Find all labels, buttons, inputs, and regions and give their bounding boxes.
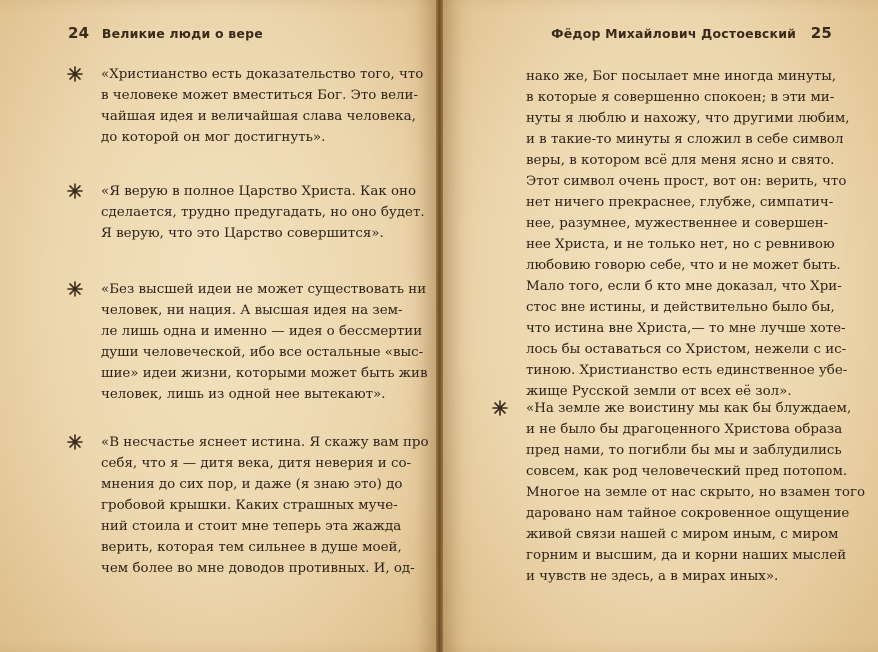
left-page-number: 24 [68,24,90,42]
asterisk-ornament-icon [492,400,508,416]
asterisk-ornament-icon [67,434,83,450]
quote-paragraph: «На земле же воистину мы как бы блуждаем, и не было бы драгоценного Христова образа пред нами, то погибли бы мы и заблудились совсем, как род человеческий пред потопом. Многое на земле от нас скрыто, но взамен того даровано нам тайное сокровенное ощущение живой связи нашей с миром иным, с миром горним и высшим, да и корни наших мыслей и чувств не здесь, а в мирах иных». [526,401,866,584]
book-gutter [436,0,443,652]
asterisk-ornament-icon [67,66,83,82]
right-page [443,0,878,652]
asterisk-ornament-icon [67,281,83,297]
right-head-title: Фёдор Михайлович Достоевский [551,26,797,41]
continued-paragraph: нако же, Бог посылает мне иногда минуты, в которые я совершенно спокоен; в эти ми- нуты я люблю и нахожу, что другими любим, и в такие-то минуты я сложил в себе символ веры, в котором всё для меня ясно и свято. Этот символ очень прост, вот он: верить, что нет ничего прекраснее, глубже, симпатич- нее, разумнее, мужественнее и совершен- нее Христа, и не только нет, но с ревнивою любовию говорю себе, что и не может быть. Мало того, если б кто мне доказал, что Хри- стос вне истины, и действительно было бы, что истина вне Христа,— то мне лучше хоте- лось бы оставаться со Христом, нежели с ис- тиною. Христианство есть единственное убе- жище Русской земли от всех её зол». [526,69,850,399]
right-page-number: 25 [810,24,832,42]
right-running-head [551,24,832,42]
quote-paragraph: «Я верую в полное Царство Христа. Как оно сделается, трудно предугадать, но оно будет. Я верую, что это Царство совершится». [101,184,425,241]
left-page [0,0,436,652]
left-running-head [68,24,263,42]
quote-paragraph: «Христианство есть доказательство того, что в человеке может вместиться Бог. Это вели- чайшая идея и величайшая слава человека, до которой он мог достигнуть». [101,67,424,145]
quote-paragraph: «В несчастье яснеет истина. Я скажу вам про себя, что я — дитя века, дитя неверия и со- мнения до сих пор, и даже (я знаю это) до гробовой крышки. Каких страшных муче- ний стоила и стоит мне теперь эта жажда верить, которая тем сильнее в душе моей, чем более во мне доводов противных. И, од- [101,435,429,576]
quote-paragraph: «Без высшей идеи не может существовать ни человек, ни нация. А высшая идея на зем- ле лишь одна и именно — идея о бессмертии души человеческой, ибо все остальные «выс- шие» идеи жизни, которыми может быть жив человек, лишь из одной нее вытекают». [101,282,428,402]
asterisk-ornament-icon [67,183,83,199]
left-head-title: Великие люди о вере [101,26,263,41]
